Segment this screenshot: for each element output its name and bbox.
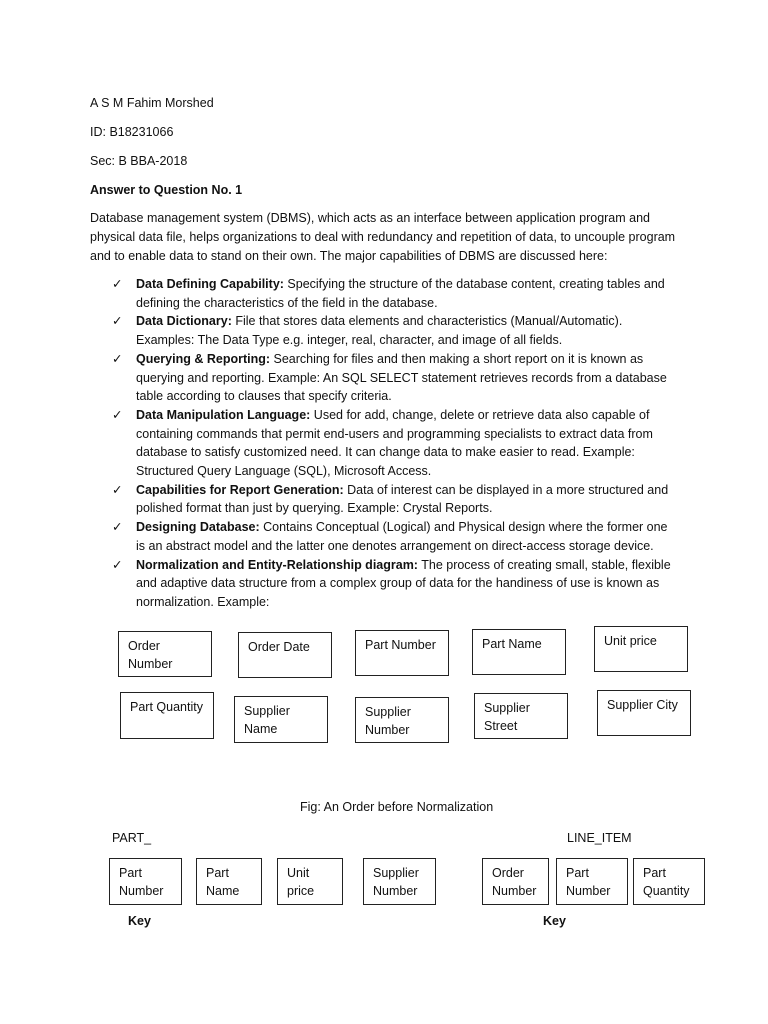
capability-text: Searching for files and then making a short report on it is known as querying and reporting. Example: An SQL SELECT statement retrieves records from a database table according to clauses that specify criteria.	[136, 351, 667, 404]
list-item	[112, 556, 672, 612]
section-info: Sec: B BBA-2018	[90, 154, 188, 168]
field-box-order-number: Order Number	[118, 631, 212, 677]
capability-text: The process of creating small, stable, flexible and adaptive data structure from a complex group of data for the handiness of use is known as normalization. Example:	[136, 557, 671, 609]
part-table-label: PART_	[112, 831, 152, 845]
checkmark-icon: ✓	[112, 351, 123, 366]
line-item-field-part-quantity: Part Quantity	[633, 858, 705, 905]
list-item	[112, 406, 672, 481]
capability-title: Data Dictionary:	[136, 314, 232, 329]
capability-text: Data of interest can be displayed in a more structured and polished format than just by querying. Example: Crystal Reports.	[136, 482, 669, 516]
field-box-supplier-number: Supplier Number	[355, 697, 449, 743]
student-id: ID: B18231066	[90, 125, 174, 139]
list-item	[112, 312, 672, 349]
field-box-part-name: Part Name	[472, 629, 566, 675]
list-item	[112, 275, 672, 312]
checkmark-icon: ✓	[112, 407, 123, 422]
checkmark-icon: ✓	[112, 482, 123, 497]
field-box-part-number: Part Number	[355, 630, 449, 676]
capability-title: Capabilities for Report Generation:	[136, 482, 344, 497]
capability-title: Normalization and Entity-Relationship diagram:	[136, 557, 418, 572]
line-item-key-label: Key	[543, 914, 566, 928]
capabilities-list	[112, 275, 672, 612]
field-box-part-quantity: Part Quantity	[120, 692, 214, 739]
capability-title: Designing Database:	[136, 520, 260, 535]
checkmark-icon: ✓	[112, 277, 123, 291]
line-item-field-order-number: Order Number	[482, 858, 549, 905]
line-item-field-part-number: Part Number	[556, 858, 628, 905]
capability-title: Querying & Reporting:	[136, 351, 271, 366]
checkmark-icon: ✓	[112, 314, 123, 329]
capability-text: Contains Conceptual (Logical) and Physical design where the former one is an abstract model and the latter one denotes arrangement on direct-access storage device.	[136, 520, 668, 553]
capability-title: Data Defining Capability:	[136, 277, 284, 291]
figure-caption: Fig: An Order before Normalization	[300, 800, 494, 814]
list-item	[112, 518, 672, 555]
question-heading: Answer to Question No. 1	[90, 183, 243, 197]
list-item	[112, 350, 672, 406]
checkmark-icon: ✓	[112, 520, 123, 535]
field-box-supplier-street: Supplier Street	[474, 693, 568, 739]
part-field-unit-price: Unit price	[277, 858, 343, 905]
capability-text: Specifying the structure of the database content, creating tables and defining the characteristics of the field in the database.	[136, 277, 665, 310]
list-item	[112, 481, 672, 518]
part-field-part-number: Part Number	[109, 858, 182, 905]
capability-text: File that stores data elements and characteristics (Manual/Automatic). Examples: The Data Type e.g. integer, real, character, and image of all fields.	[136, 314, 623, 348]
field-box-order-date: Order Date	[238, 632, 332, 678]
author-name: A S M Fahim Morshed	[90, 96, 214, 110]
line-item-table-label: LINE_ITEM	[567, 831, 632, 845]
checkmark-icon: ✓	[112, 557, 123, 572]
part-key-label: Key	[128, 914, 151, 928]
part-field-part-name: Part Name	[196, 858, 262, 905]
capability-text: Used for add, change, delete or retrieve data also capable of containing commands that permit end-users and programming specialists to extract data from database to satisfy customized need. It can change data to make easier to read. Example: Structured Query Language (SQL), Microsoft Access.	[136, 407, 653, 479]
field-box-unit-price: Unit price	[594, 626, 688, 672]
part-field-supplier-number: Supplier Number	[363, 858, 436, 905]
capability-title: Data Manipulation Language:	[136, 407, 311, 422]
field-box-supplier-name: Supplier Name	[234, 696, 328, 743]
intro-paragraph: Database management system (DBMS), which acts as an interface between application program and physical data file, helps organizations to deal with redundancy and repetition of data, to uncouple program and to enable data to stand on their own. The major capabilities of DBMS are discussed here:	[90, 211, 676, 263]
field-box-supplier-city: Supplier City	[597, 690, 691, 736]
